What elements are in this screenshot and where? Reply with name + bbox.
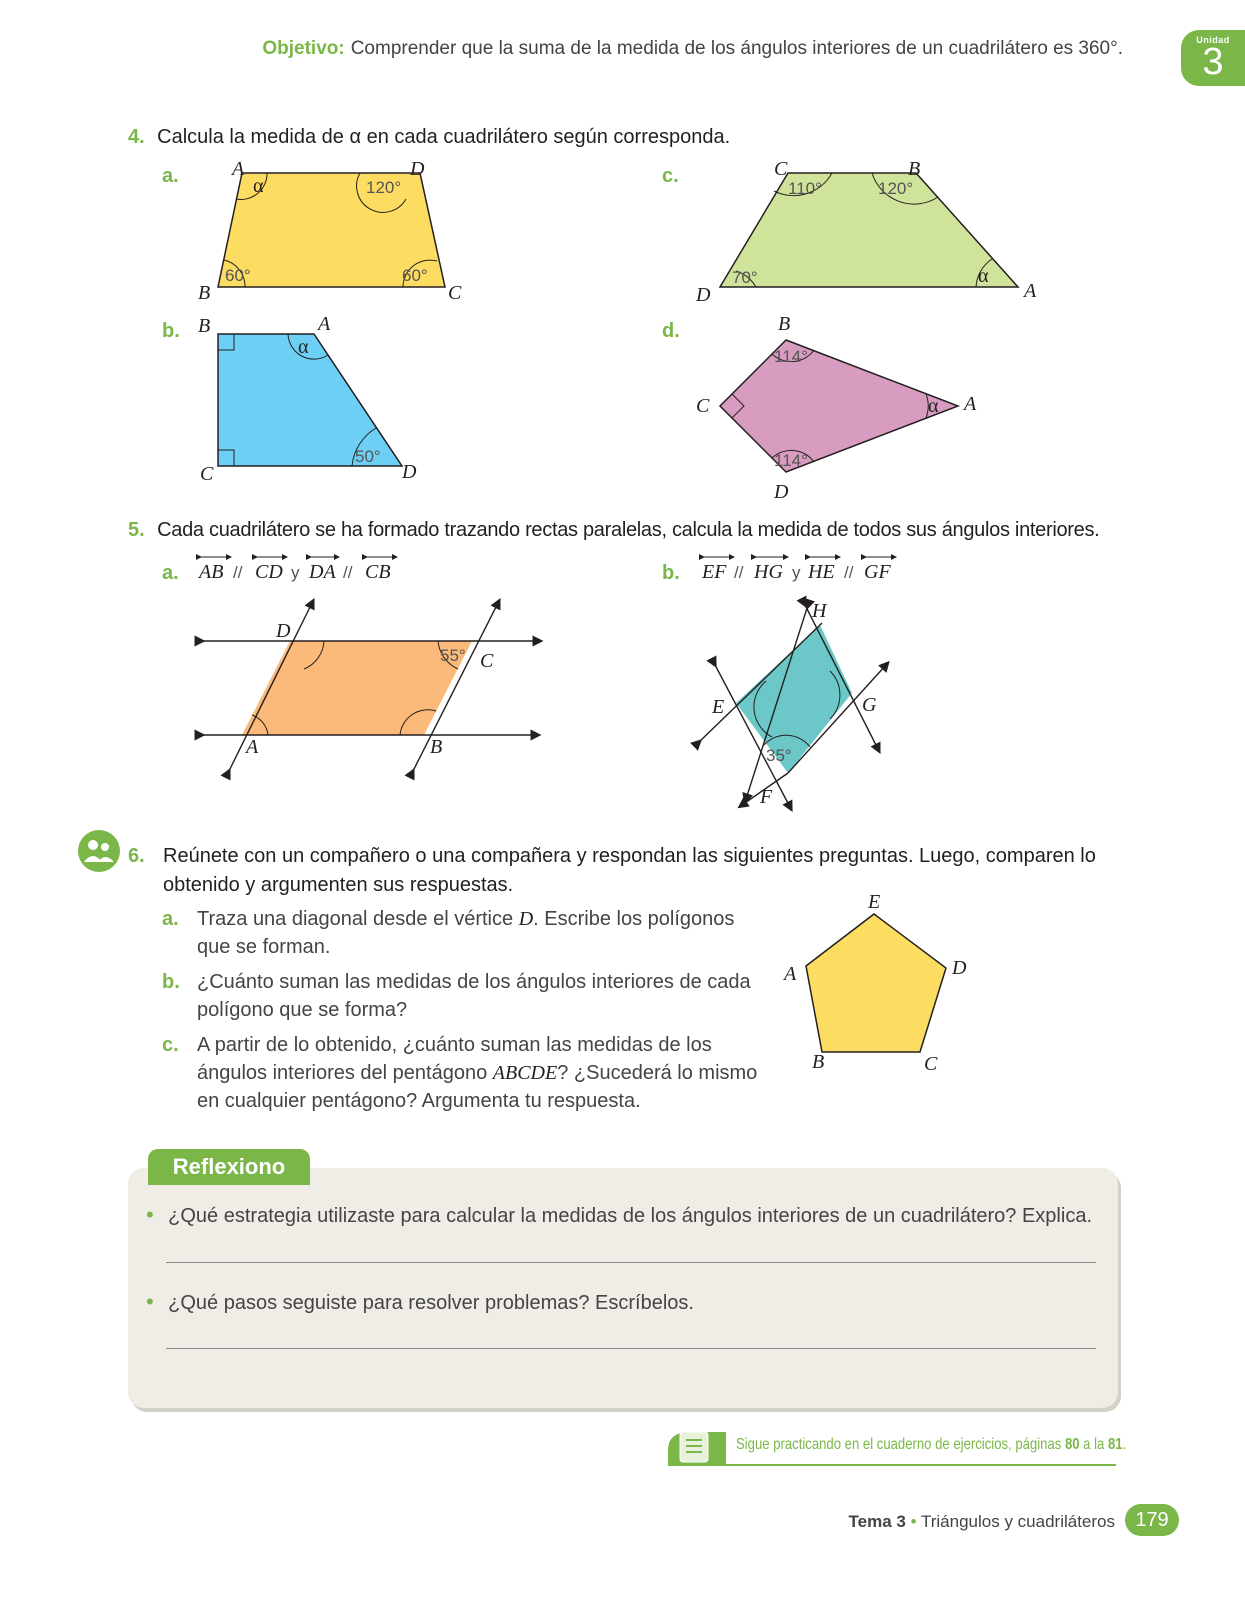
item-text: . Escribe los polígonos que se forman. — [197, 908, 735, 958]
line-name: AB — [199, 561, 224, 583]
page-footer — [849, 1512, 1115, 1532]
line-name: CD — [255, 561, 283, 583]
angle-label: α — [978, 265, 989, 287]
vertex-label: D — [952, 957, 967, 979]
item-text: Traza una diagonal desde el vértice — [197, 908, 519, 930]
vertex-label: F — [760, 786, 773, 808]
note-page-end: 81 — [1107, 1436, 1123, 1453]
sub-label-5a: a. — [162, 562, 179, 584]
sub-label-5b: b. — [662, 562, 680, 584]
figure-4c — [690, 155, 1050, 305]
bullet-icon: • — [146, 1202, 154, 1227]
figure-4a — [190, 155, 480, 305]
question-text: ¿Qué pasos seguiste para resolver problemas? Escríbelos. — [168, 1292, 694, 1314]
answer-line-1[interactable] — [166, 1262, 1096, 1263]
angle-label: 60° — [402, 266, 428, 285]
vertex-label: C — [480, 650, 494, 672]
line-name: HE — [808, 561, 835, 583]
exercise-text: Reúnete con un compañero o una compañera y respondan las siguientes preguntas. Luego, comparen lo obtenido y argumenten sus respuestas. — [163, 845, 1096, 896]
sub-label-4c: c. — [662, 165, 679, 187]
reflexiono-question-1 — [146, 1202, 1092, 1228]
figure-5a — [190, 595, 550, 785]
item-var: ABCDE — [492, 1062, 558, 1084]
parallel-symbol: // — [844, 563, 854, 582]
page-number: 179 — [1125, 1504, 1179, 1536]
question-6a — [162, 905, 752, 961]
line-name: HG — [754, 561, 783, 583]
exercise-text: Cada cuadrilátero se ha formado trazando rectas paralelas, calcula la medida de todos sus ángulos interiores. — [157, 519, 1100, 541]
parallel-symbol: // — [233, 563, 243, 582]
vertex-label: B — [198, 315, 211, 337]
item-text: A partir de lo obtenido, ¿cuánto suman las medidas de los ángulos interiores del pentágono — [197, 1034, 712, 1084]
group-work-icon — [78, 830, 120, 872]
separator: • — [910, 1512, 917, 1531]
vertex-label: D — [402, 461, 417, 483]
item-label: c. — [162, 1034, 179, 1056]
vertex-label: H — [812, 600, 827, 622]
sub-label-4d: d. — [662, 320, 680, 342]
vertex-label: B — [908, 158, 921, 180]
item-label: a. — [162, 908, 179, 930]
angle-label: α — [298, 336, 309, 358]
answer-line-2[interactable] — [166, 1348, 1096, 1349]
conjunction: y — [291, 563, 300, 582]
objective-label: Objetivo: — [262, 38, 345, 59]
parallel-symbol: // — [343, 563, 353, 582]
angle-label: 50° — [355, 447, 381, 466]
conjunction: y — [792, 563, 801, 582]
angle-label: α — [253, 175, 264, 197]
angle-label: 120° — [878, 179, 914, 198]
note-text: Sigue practicando en el cuaderno de ejercicios, páginas — [736, 1436, 1065, 1453]
note-text: . — [1122, 1436, 1127, 1453]
parallel-symbol: // — [734, 563, 744, 582]
tema-label: Tema 3 — [848, 1512, 906, 1531]
exercise-number: 6. — [128, 845, 145, 867]
line-name: DA — [309, 561, 336, 583]
angle-label: α — [928, 395, 939, 417]
angle-label: 60° — [225, 266, 251, 285]
exercise-number: 4. — [128, 126, 145, 148]
vertex-label: C — [448, 282, 462, 304]
figure-4b — [190, 310, 430, 490]
vertex-label: A — [232, 158, 245, 180]
vertex-label: D — [410, 158, 425, 180]
line-name: EF — [702, 561, 727, 583]
parallel-condition-5b — [698, 550, 908, 586]
angle-label: 114° — [774, 347, 808, 366]
angle-label: 70° — [732, 268, 758, 287]
question-6b — [162, 968, 752, 1024]
workbook-note-text — [736, 1436, 1126, 1454]
vertex-label: A — [246, 736, 259, 758]
question-6c — [162, 1031, 767, 1115]
vertex-label: C — [774, 158, 788, 180]
vertex-label: C — [924, 1053, 938, 1075]
tema-title: Triángulos y cuadriláteros — [920, 1512, 1115, 1531]
line-name: GF — [864, 561, 891, 583]
vertex-label: A — [318, 313, 331, 335]
item-var: D — [518, 908, 534, 930]
note-text: a la — [1079, 1436, 1108, 1453]
vertex-label: B — [430, 736, 443, 758]
figure-4d — [690, 310, 1010, 505]
vertex-label: E — [868, 891, 881, 913]
item-text: ¿Cuánto suman las medidas de los ángulos interiores de cada polígono que se forma? — [197, 971, 751, 1021]
objective-text: Comprender que la suma de la medida de los ángulos interiores de un cuadrilátero es 360°. — [350, 38, 1123, 59]
unit-badge — [1181, 30, 1245, 86]
parallel-condition-5a — [195, 550, 405, 586]
vertex-label: E — [712, 696, 725, 718]
vertex-label: B — [812, 1051, 825, 1073]
exercise-text: Calcula la medida de α en cada cuadrilátero según corresponda. — [157, 126, 731, 148]
exercise-5-heading — [128, 519, 1099, 542]
unit-number: 3 — [1202, 41, 1224, 83]
angle-label: 114° — [774, 451, 808, 470]
angle-label: 120° — [366, 178, 402, 197]
vertex-label: A — [964, 393, 977, 415]
unit-label: Unidad — [1196, 35, 1230, 45]
figure-5b — [690, 595, 910, 815]
vertex-label: D — [696, 284, 711, 305]
item-text: ? ¿Sucederá lo mismo en cualquier pentágono? Argumenta tu respuesta. — [197, 1062, 758, 1112]
reflexiono-question-2 — [146, 1289, 694, 1315]
objective — [262, 38, 1123, 60]
note-page-start: 80 — [1064, 1436, 1080, 1453]
question-text: ¿Qué estrategia utilizaste para calcular la medidas de los ángulos interiores de un cuadrilátero? Explica. — [168, 1205, 1092, 1227]
reflexiono-title: Reflexiono — [148, 1149, 310, 1185]
vertex-label: C — [200, 463, 214, 485]
vertex-label: A — [1024, 280, 1037, 302]
angle-label: 35° — [766, 746, 792, 765]
vertex-label: C — [696, 395, 710, 417]
vertex-label: D — [774, 481, 789, 503]
sub-label-4b: b. — [162, 320, 180, 342]
exercise-4-heading — [128, 126, 730, 149]
vertex-label: G — [862, 694, 877, 716]
pentagon-figure — [776, 886, 976, 1076]
item-label: b. — [162, 971, 180, 993]
sub-label-4a: a. — [162, 165, 179, 187]
vertex-label: A — [784, 963, 797, 985]
angle-label: 110° — [788, 179, 822, 198]
line-name: CB — [365, 561, 391, 583]
angle-label: 55° — [440, 646, 466, 665]
exercise-number: 5. — [128, 519, 145, 541]
vertex-label: B — [198, 282, 211, 304]
vertex-label: D — [276, 620, 291, 642]
workbook-note — [668, 1428, 1127, 1466]
bullet-icon: • — [146, 1289, 154, 1314]
vertex-label: B — [778, 313, 791, 335]
